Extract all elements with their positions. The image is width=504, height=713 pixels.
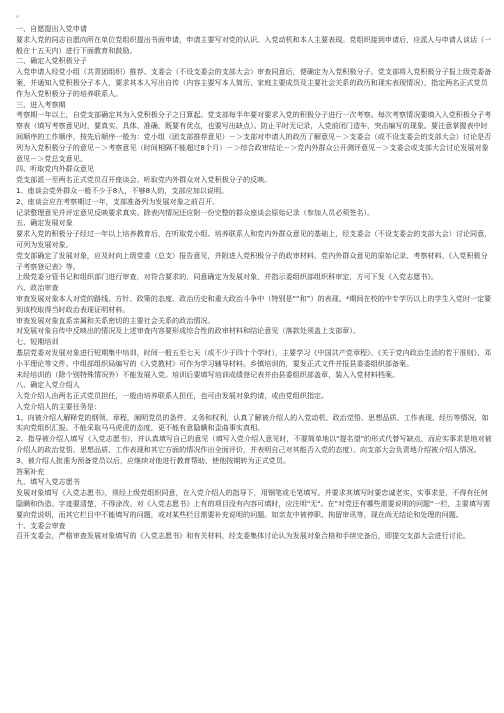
text-line: 八、确定入党介绍人	[16, 380, 80, 390]
text-line: 七、短期培训	[16, 337, 59, 347]
text-line: 召开支委会，严格审查发展对象填写的《入党志愿书》和有关材料，经支委集体讨论认为发展对象合格和手续完备后，即提交支部大会进行讨论。	[16, 531, 470, 541]
text-line: 审查发展对象本人对党的路线、方针、政策的态度、政治历史和重大政治斗争中（特别是"“和”）的表现。*期间在校的中专学历以上的学生入党时一定要到该校取得当时政治表现证明材料。	[16, 293, 492, 314]
text-line: 1、向被介绍人解释党的纲领、章程，阐明党员的条件、义务和权利，认真了解被介绍人的入党动机、政治觉悟、思想品质、工作表现、经历等情况，如实向党组织汇报。不能采取马马虎虎的态度，更不能有意隐瞒和歪曲事实真相。	[16, 412, 489, 433]
text-line: 对发展对象自传中反映出的情况及上述审查内容要形成综合性的政审材料和结论意见（落款处须盖上支部章）。	[16, 326, 361, 336]
text-line: 党支部派一至两名正式党员召开座谈会、听取党内外群众对入党积极分子的反映。	[16, 175, 272, 185]
text-line: 基层党委对发展对象进行短期集中培训，时间一般五至七天（或不少于四十个学时），主要学习《中国共产党章程》、《关于党内政治生活的若干准则》、邓小平理论等文件。中组部组织局编写的《入党教材》可作为学习辅导材料。乡镇培训的，要发正式文件并报县委委组织部备案。	[16, 347, 492, 368]
text-line: 十、支委会审查	[16, 520, 66, 530]
text-line: 入党申请人经党小组（共青团组织）推荐、支委会（不设支委会的支部大会）审查同意后，便确定为入党积极分子。党支部将入党积极分子报上级党委备案，并通知入党积极分子本人，要求其本人写出自传（内容主要写本人简历、家庭主要成员及主要社会关系的政历和现实表现情况），指定两名正式党员作为入党积极分子的培养联系人。	[16, 67, 492, 98]
text-line: 审查发展对象直系亲属和关系密切的主要社会关系的政治情况。	[16, 315, 215, 325]
text-line: 三、进入考察期	[16, 99, 66, 109]
text-line: 六、政治审查	[16, 283, 59, 293]
text-line: 入党介绍人的主要任务是：	[16, 401, 102, 411]
text-line: 3、被介绍人批准为预备党员以后，应继续对他进行教育帮助，使他按期转为正式党员。	[16, 455, 291, 465]
text-line: 九、填写入党志愿书	[16, 477, 80, 487]
text-line: 二、确定入党积极分子	[16, 56, 87, 66]
text-line: 2、座谈会应在考察期过一年，支部准备列为发展对象之前召开。	[16, 196, 220, 206]
text-line: 考察期一年以上，自党支部确定其为入党积极分子之日算起。党支部每半年要对要求入党的积极分子进行一次考察。每次考察情况要填入入党积极分子考察表（填写考察意见时，要真实、具体、准确，既要有优点，也要写出缺点）。防止平时无记录，入党前闭门造车，突击编写的现象。要注意掌握表中时间顺序的工作顺序，按先后顺序一般为：党小组（团支部推荐意见）－＞支部对申请人的政历了解意见－＞支委会（或不设支委会的支部大会）讨论是否列为入党积极分子的意见－＞考察意见（时间相隔不能超过8个月）－＞综合政审结论－＞党内外群众公开测评意见－＞支委会或支部大会讨论发展对象意见－＞党总支意见。	[16, 110, 492, 163]
top-mark: 。	[16, 10, 24, 19]
document-body	[16, 24, 492, 542]
text-line: 记录整理意见并评定意见反映要求真实。除表内情况还应附一份完整的群众座谈会原始记录（参加人员必须签名）。	[16, 207, 375, 217]
text-line: 入党介绍人由两名正式党员担任，一般由培养联系人担任，也可由发展对象约请，或由党组织指定。	[16, 391, 329, 401]
text-line: 发展对象填写《入党志愿书》，须经上级党组织同意，在入党介绍人的指导下，用钢笔或毛笔填写。并要求其填写时要忠诚老实、实事求是，不得有任何隐瞒和伪造。字迹要清楚，不得涂改。对《入党志愿书》上有的项目没有内容可填时，应注明"无"。在"对党还有哪些需要说明的问题"一栏，主要填写需要向党说明，而其它栏目中不能填写的问题，或对某些栏目需要补充说明的问题。如亲友中被停职、拘留审讯等，现在尚无结论和处理的问题。	[16, 488, 491, 519]
text-line: 2、指导被介绍人填写《入党志愿书》，并认真填写自己的意见（填写入党介绍人意见时，不要简单地以"提名望"的形式代替写缺点，而应实事求是地对被介绍人的政治觉悟、思想品质、工作表现和其它方面的情况作出全面评价，并表明自己对其能否入党的态度）。向支部大会负责地介绍被介绍人情况。	[16, 434, 492, 455]
text-line: 答案补充	[16, 466, 45, 476]
text-line: 要求入党的积极分子经过一年以上培养教育后，在听取党小组、培养联系人和党内外群众意见的基础上，经支委会（不设支委会的支部大会）讨论同意，可列为发展对象。	[16, 229, 492, 249]
text-line: 一、自愿提出入党申请	[16, 24, 87, 33]
text-line: 未经培训的（除个别特殊情况外）不能发展入党。培训后要填写培训成绩登记表并由县委组织部盖章，装入入党材料档案。	[16, 369, 400, 379]
text-line: 五、确定发展对象	[16, 218, 73, 228]
text-line: 党支部确定了发展对象，应及时向上级党委（总支）报告意见，并附进入党积极分子的政审材料、党内外群众意见的原始记录、考察材料、《入党积极分子考察登记表》等。	[16, 250, 488, 271]
text-line: 上级党委分管书记和组织部门进行审查，对符合要求的，同意确定为发展对象，并指示委组织部组织科审定，方可下发《入党志愿书》。	[16, 272, 439, 282]
text-line: 要求入党的同志自愿向所在单位党组织提出书面申请，申请主要写对党的认识、入党动机和本人主要表现。党组织接到申请后，应派人与申请人谈话（一般在十五天内）进行下面教育和鼓励。	[16, 34, 492, 55]
text-line: 1、座谈会党外群众一般不少于8人，不够8人的，支部应加以说明。	[16, 185, 229, 195]
text-line: 四、听取党内外群众意见	[16, 164, 95, 174]
